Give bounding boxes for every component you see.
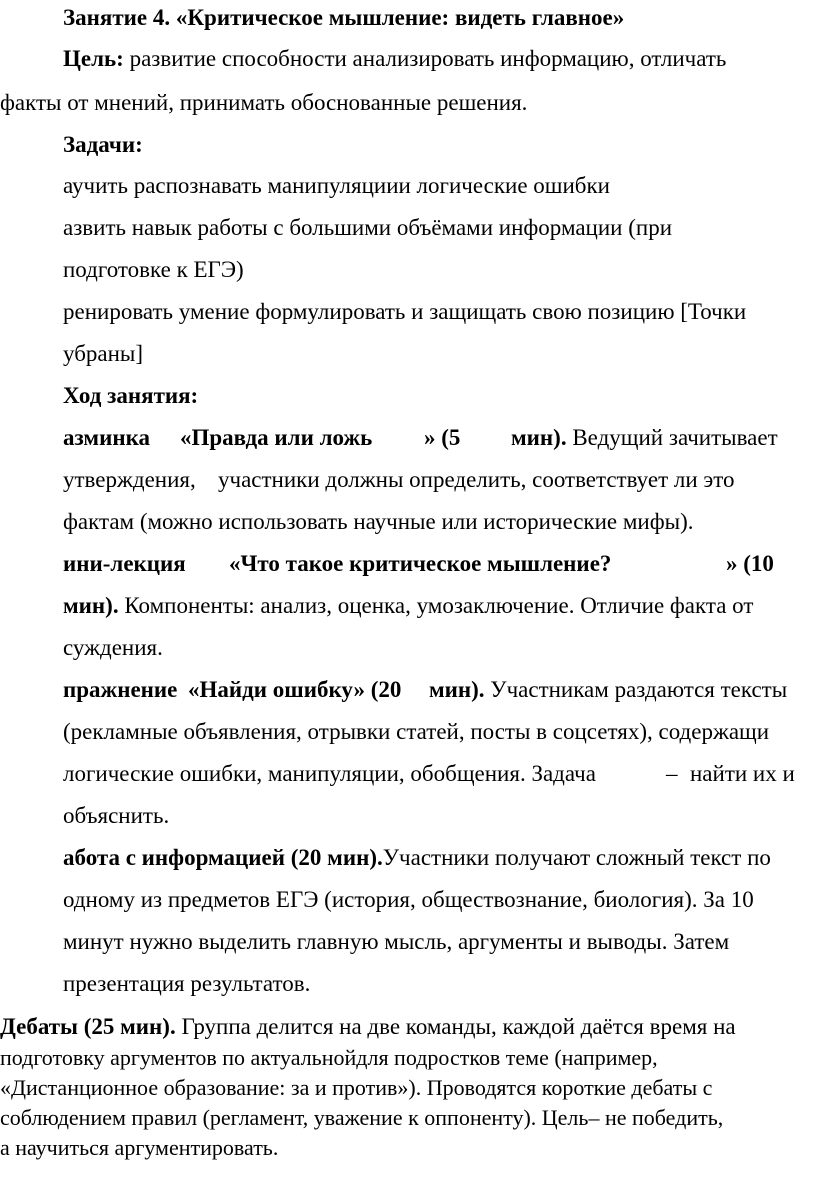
step-2-title: «Что такое критическое мышление? — [229, 551, 612, 576]
step-2-line-3: суждения. — [63, 635, 163, 660]
step-1-text-2b: участники должны определить, соответствует ли это — [218, 467, 735, 492]
goal-line-1 — [63, 45, 726, 73]
task-item-1 — [63, 172, 610, 200]
goal-text-1: развитие способности анализировать информацию, отличать — [129, 46, 727, 71]
step-2-duration-unit: мин). — [63, 593, 119, 618]
step-5-line-5: а научиться аргументировать. — [0, 1135, 279, 1160]
step-5-line-4 — [0, 1105, 723, 1131]
step-3-title-a: «Найди оши — [188, 677, 317, 702]
task-1-text-b: и логические ошибки — [398, 173, 610, 198]
step-3-line-2: (рекламные объявления, отрывки статей, посты в соцсетях), содержащи — [63, 719, 770, 744]
step-1-duration-unit: мин). — [511, 425, 567, 450]
goal-label: Цель: — [63, 46, 124, 71]
step-1-line-1 — [63, 424, 778, 452]
step-5-text-3b: »). Проводятся короткие дебаты с — [397, 1075, 713, 1100]
step-2-line-1 — [63, 550, 774, 578]
task-item-3-line-1: ренировать умение формулировать и защищать свою позицию [Точки — [63, 299, 747, 324]
task-item-3-line-2: убраны] — [63, 341, 144, 366]
step-5-line-3 — [0, 1075, 712, 1101]
step-5-text-2b: для подростков теме (например, — [356, 1045, 658, 1070]
step-1-name: азминка — [63, 425, 150, 450]
task-item-2-line-1: азвить навык работы с большими объёмами информации (при — [63, 215, 673, 240]
step-5-text-4a: соблюдением правил (регламент, уважение к оппоненту). Цель — [0, 1105, 589, 1130]
step-4-line-3: минут нужно выделить главную мысль, аргументы и выводы. Затем — [63, 929, 730, 954]
step-3-text: Участникам раздаются тексты — [490, 677, 788, 702]
step-3-text-3a: логические ошибки, манипуляции, обобщения. Задача — [63, 761, 596, 786]
step-2-duration: » (10 — [726, 551, 774, 576]
step-4-line-2: одному из предметов ЕГЭ (история, обществознание, биология). За 10 — [63, 887, 754, 912]
step-1-line-3: фактам (можно использовать научные или исторические мифы). — [63, 509, 694, 534]
step-1-duration: » (5 — [424, 425, 461, 450]
step-2-line-2 — [63, 592, 753, 620]
task-item-2-line-2: подготовке к ЕГЭ) — [63, 257, 244, 282]
step-3-text-3c: найти их и — [690, 761, 795, 786]
step-5-name: Дебаты (25 мин). — [0, 1014, 176, 1039]
step-3-line-4: объяснить. — [63, 803, 170, 828]
step-4-line-4: презентация результатов. — [63, 971, 311, 996]
task-1-text-a: аучить распознавать манипуляции — [63, 173, 399, 198]
step-4-name: абота с информацией (20 мин). — [63, 845, 383, 870]
step-3-duration-unit: мин). — [428, 677, 485, 702]
step-5-text-2a: подготовку аргументов по актуальной — [0, 1045, 357, 1070]
tasks-heading: Задачи: — [63, 132, 143, 157]
step-3-dash: – — [666, 761, 678, 786]
goal-line-2: факты от мнений, принимать обоснованные решения. — [0, 90, 528, 115]
step-2-name: ини-лекция — [63, 551, 186, 576]
step-5-text: Группа делится на две команды, каждой даётся время на — [181, 1014, 736, 1039]
step-3-title-b: бку» (20 — [316, 677, 402, 702]
step-1-line-2 — [63, 466, 735, 494]
step-3-name: пражнение — [63, 677, 178, 702]
step-5-line-2 — [0, 1045, 658, 1071]
step-5-line-1 — [0, 1013, 736, 1041]
page-title: Занятие 4. «Критическое мышление: видеть главное» — [63, 5, 625, 30]
step-4-line-1 — [63, 844, 771, 872]
step-3-line-3 — [63, 760, 795, 788]
step-5-text-3a: «Дистанционное образование: за и против — [0, 1075, 398, 1100]
step-1-text: Ведущий зачитывает — [572, 425, 778, 450]
step-3-line-1 — [63, 676, 787, 704]
step-4-text: Участники получают сложный текст по — [382, 845, 771, 870]
step-2-text: Компоненты: анализ, оценка, умозаключение. Отличие факта от — [124, 593, 754, 618]
step-1-title: «Правда или ложь — [180, 425, 373, 450]
step-5-text-4b: – не победить, — [588, 1105, 724, 1130]
course-heading: Ход занятия: — [63, 383, 199, 408]
step-1-text-2a: утверждения, — [63, 467, 196, 492]
